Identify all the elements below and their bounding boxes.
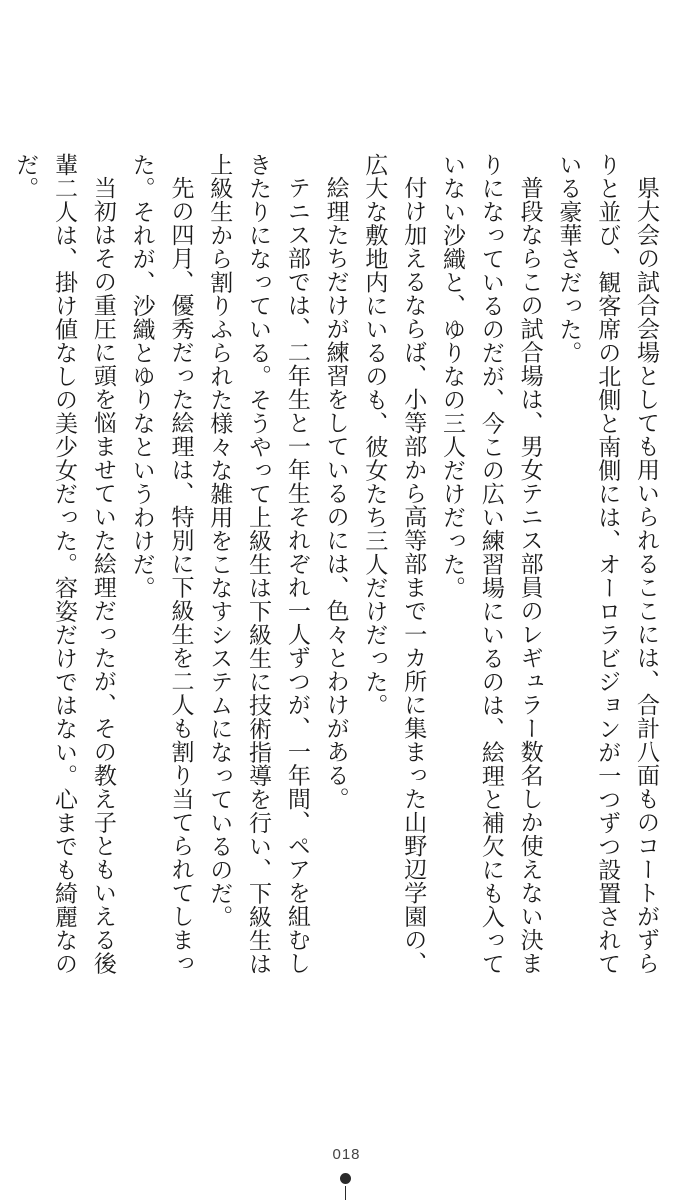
paragraph-1: 県大会の試合会場としても用いられるここには、合計八面ものコートがずらりと並び、観客席の北側と南側には、オーロラビジョンが一つずつ設置されている豪華さだった。 xyxy=(555,153,659,976)
paragraph-4: 絵理たちだけが練習をしているのには、色々とわけがある。 xyxy=(322,176,349,811)
page-number: 018 xyxy=(332,1146,361,1163)
page-marker-rule xyxy=(345,1186,346,1200)
paragraph-5: テニス部では、二年生と一年生それぞれ一人ずつが、一年間、ペアを組むしきたりになっている。そうやって上級生は下級生に技術指導を行い、下級生は上級生から割りふられた様々な雑用をこなすシステムになっているのだ。 xyxy=(206,153,310,976)
paragraph-2: 普段ならこの試合場は、男女テニス部員のレギュラー数名しか使えない決まりになっているのだが、今この広い練習場にいるのは、絵理と補欠にも入っていない沙織と、ゆりなの三人だけだった。 xyxy=(439,153,543,976)
vertical-body-text xyxy=(12,153,665,983)
paragraph-6: 先の四月、優秀だった絵理は、特別に下級生を二人も割り当てられてしまった。それが、沙織とゆりなというわけだ。 xyxy=(128,153,194,975)
paragraph-7: 当初はその重圧に頭を悩ませていた絵理だったが、その教え子ともいえる後輩二人は、掛け値なしの美少女だった。容姿だけではない。心までも綺麗なのだ。 xyxy=(12,153,116,976)
paragraph-3: 付け加えるならば、小等部から高等部まで一カ所に集まった山野辺学園の、広大な敷地内にいるのも、彼女たち三人だけだった。 xyxy=(361,153,427,975)
page-marker-dot xyxy=(340,1173,351,1184)
paragraph-8 xyxy=(0,153,5,983)
